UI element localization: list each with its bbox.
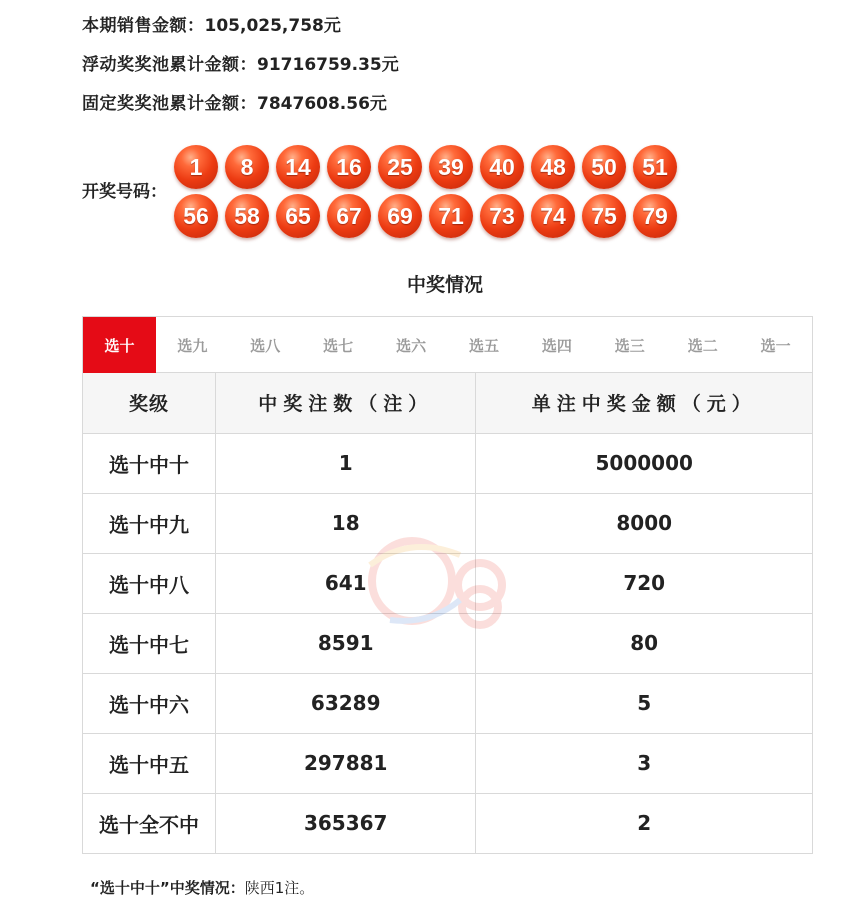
prize-level-cell: 选十中九: [83, 493, 216, 553]
prize-level-cell: 选十中八: [83, 553, 216, 613]
draw-number-ball: 69: [378, 194, 422, 238]
draw-number-ball: 71: [429, 194, 473, 238]
table-row: [83, 433, 812, 493]
winner-count-cell: 18: [216, 493, 476, 553]
draw-number-ball: 25: [378, 145, 422, 189]
table-row: [83, 733, 812, 793]
header-prize-amount: 单注中奖金额（元）: [476, 373, 812, 433]
draw-number-ball: 65: [276, 194, 320, 238]
draw-number-ball: 58: [225, 194, 269, 238]
fixed-pool-label: 固定奖奖池累计金额：: [82, 94, 257, 114]
draw-number-ball: 67: [327, 194, 371, 238]
winner-count-cell: 1: [216, 433, 476, 493]
float-pool-value: 91716759.35元: [257, 55, 399, 75]
winner-count-cell: 297881: [216, 733, 476, 793]
tab-play-type[interactable]: 选四: [541, 336, 572, 355]
draw-number-ball: 73: [480, 194, 524, 238]
tab-play-type[interactable]: 选三: [614, 336, 645, 355]
prize-panel: [82, 316, 813, 854]
draw-number-ball: 79: [633, 194, 677, 238]
draw-numbers: [174, 145, 694, 238]
prize-level-cell: 选十中六: [83, 673, 216, 733]
draw-number-ball: 40: [480, 145, 524, 189]
prize-amount-cell: 2: [476, 793, 812, 853]
prize-table-header: [83, 373, 812, 433]
prize-section-title: 中奖情况: [406, 274, 483, 296]
sales-amount-label: 本期销售金额：: [82, 16, 205, 36]
prize-amount-cell: 3: [476, 733, 812, 793]
prize-level-cell: 选十中十: [83, 433, 216, 493]
tab-play-type[interactable]: 选七: [323, 336, 354, 355]
sales-amount-line: [82, 14, 341, 38]
winner-count-cell: 641: [216, 553, 476, 613]
prize-amount-cell: 8000: [476, 493, 812, 553]
play-type-tabs: [83, 317, 812, 373]
tab-play-type[interactable]: 选十: [83, 317, 156, 373]
sales-amount-value: 105,025,758元: [204, 16, 341, 36]
tab-play-type[interactable]: 选二: [687, 336, 718, 355]
draw-number-ball: 56: [174, 194, 218, 238]
footer-text: 陕西1注。: [244, 879, 315, 897]
prize-amount-cell: 720: [476, 553, 812, 613]
prize-amount-cell: 5000000: [476, 433, 812, 493]
table-row: [83, 793, 812, 853]
draw-number-ball: 14: [276, 145, 320, 189]
fixed-pool-value: 7847608.56元: [257, 94, 387, 114]
header-prize-level: 奖级: [83, 373, 216, 433]
draw-number-ball: 16: [327, 145, 371, 189]
winner-count-cell: 63289: [216, 673, 476, 733]
prize-amount-cell: 80: [476, 613, 812, 673]
prize-table-body: [83, 433, 812, 853]
prize-table: [83, 373, 812, 853]
table-row: [83, 553, 812, 613]
draw-number-ball: 1: [174, 145, 218, 189]
footer-note: [90, 877, 314, 899]
table-row: [83, 493, 812, 553]
draw-number-ball: 39: [429, 145, 473, 189]
footer-label: “选十中十”中奖情况：: [90, 879, 245, 897]
draw-number-ball: 75: [582, 194, 626, 238]
tab-play-type[interactable]: 选一: [760, 336, 791, 355]
tab-play-type[interactable]: 选九: [177, 336, 208, 355]
prize-level-cell: 选十中七: [83, 613, 216, 673]
table-row: [83, 613, 812, 673]
draw-number-ball: 48: [531, 145, 575, 189]
winner-count-cell: 8591: [216, 613, 476, 673]
tab-play-type[interactable]: 选五: [468, 336, 499, 355]
draw-number-ball: 51: [633, 145, 677, 189]
table-row: [83, 673, 812, 733]
winner-count-cell: 365367: [216, 793, 476, 853]
prize-amount-cell: 5: [476, 673, 812, 733]
float-pool-label: 浮动奖奖池累计金额：: [82, 55, 257, 75]
draw-number-ball: 74: [531, 194, 575, 238]
fixed-pool-line: [82, 92, 387, 116]
tab-play-type[interactable]: 选八: [250, 336, 281, 355]
prize-level-cell: 选十中五: [83, 733, 216, 793]
draw-number-ball: 8: [225, 145, 269, 189]
prize-level-cell: 选十全不中: [83, 793, 216, 853]
tab-play-type[interactable]: 选六: [396, 336, 427, 355]
header-winner-count: 中奖注数（注）: [216, 373, 476, 433]
draw-number-ball: 50: [582, 145, 626, 189]
draw-numbers-label: 开奖号码：: [82, 182, 167, 202]
float-pool-line: [82, 53, 399, 77]
